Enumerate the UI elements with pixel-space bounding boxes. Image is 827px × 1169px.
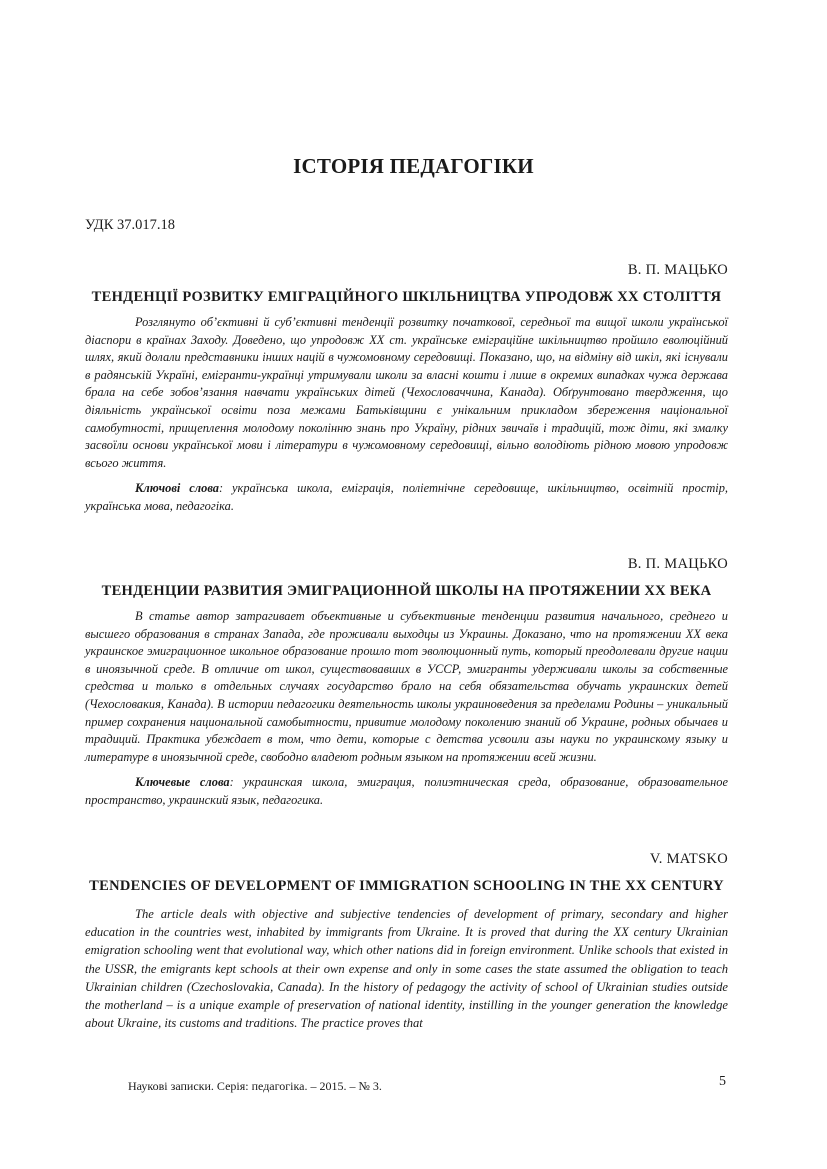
abstract-text: В статье автор затрагивает объективные и субъективные тенденции развития начального, среднего и высшего образования в странах Запада, где проживали выходцы из Украины. Доказано, что на протяжении ХХ века украинское эмиграционное школьное образование прошло тот эволюционный путь, который преодолевали другие нации в иноязычной среде. В отличие от школ, существовавших в УССР, эмигранты удерживали школы за собственные средства и только в отдельных случаях государство брало на себя обязательства обучать украинских детей (Чехословакия, Канада). В истории педагогики деятельность школы украиноведения за пределами Родины – уникальный пример сохранения национальной самобытности, привитие молодому поколению знаний об Украине, родных обычаев и традиций. Практика убеждает в том, что дети, которые с детства усвоили азы науки по украинскому языку и литературе в иноязычной среде, свободно владеют родным языком на протяжении всей жизни. — [85, 609, 728, 764]
russian-abstract-block — [85, 556, 728, 810]
author-name: В. П. МАЦЬКО — [627, 262, 728, 278]
abstract-text: Розглянуто об’єктивні й суб’єктивні тенденції розвитку початкової, середньої та вищої школи української діаспори в країнах Заходу. Доведено, що упродовж ХХ ст. українське еміграційне шкільництво пройшло еволюційний шлях, який долали представники інших націй в чужомовному середовищі. Показано, що, на відміну від шкіл, які існували в радянській Україні, емігранти-українці утримували школи за власні кошти і лише в окремих випадках чужа держава брала на себе зобов’язання навчати українських дітей (Чехословаччина, Канада). Обґрунтовано твердження, що діяльність української освіти поза межами Батьківщини є унікальним прикладом збереження національної самобутності, прищеплення молодому поколінню знань про Україну, рідних звичаїв і традицій, тож діти, які змалку засвоїли основи української мови і літератури в чужомовному середовищі, вільно володіють рідною мовою упродовж всього життя. — [85, 315, 728, 470]
abstract-text: The article deals with objective and subjective tendencies of development of primary, secondary and higher education in the countries west, inhabited by immigrants from Ukraine. It is proved that during the XX century Ukrainian emigration schooling went that evolutional way, which other nations did in foreign environment. Unlike schools that existed in the USSR, the emigrants kept schools at their own expense and only in some cases the state assumed the obligation to teach Ukrainian children (Czechoslovakia, Canada). In the history of pedagogy the activity of school of Ukrainian studies outside the motherland – is a unique example of preservation of national identity, instilling in the younger generation the knowledge about Ukraine, its customs and traditions. The practice proves that — [85, 907, 728, 1031]
journal-footer: Наукові записки. Серія: педагогіка. – 2015. – № 3. — [128, 1079, 382, 1093]
article-title: ТЕНДЕНЦІЇ РОЗВИТКУ ЕМІГРАЦІЙНОГО ШКІЛЬНИЦТВА УПРОДОВЖ ХХ СТОЛІТТЯ — [91, 289, 722, 305]
article-title: ТЕНДЕНЦИИ РАЗВИТИЯ ЭМИГРАЦИОННОЙ ШКОЛЫ НА ПРОТЯЖЕНИИ ХХ ВЕКА — [101, 583, 712, 599]
section-title: ІСТОРІЯ ПЕДАГОГІКИ — [293, 154, 534, 178]
page-number: 5 — [719, 1074, 726, 1089]
keywords-paragraph — [85, 774, 728, 809]
ukrainian-abstract-block — [85, 262, 728, 516]
english-abstract-block — [85, 851, 728, 1032]
author-name: В. П. МАЦЬКО — [627, 556, 728, 572]
keywords-paragraph — [85, 480, 728, 515]
keywords-label: Ключевые слова — [135, 775, 230, 790]
author-name: V. MATSKO — [649, 851, 728, 867]
keywords-text: : українська школа, еміграція, поліетнічне середовище, шкільництво, освітній простір, українська мова, педагогіка. — [85, 481, 729, 513]
udk-code: УДК 37.017.18 — [85, 217, 175, 233]
article-title: TENDENCIES OF DEVELOPMENT OF IMMIGRATION SCHOOLING IN THE XX CENTURY — [89, 878, 724, 894]
keywords-label: Ключові слова — [135, 481, 219, 496]
keywords-text: : украинская школа, эмиграция, полиэтническая среда, образование, образовательное пространство, украинский язык, педагогика. — [85, 775, 728, 807]
